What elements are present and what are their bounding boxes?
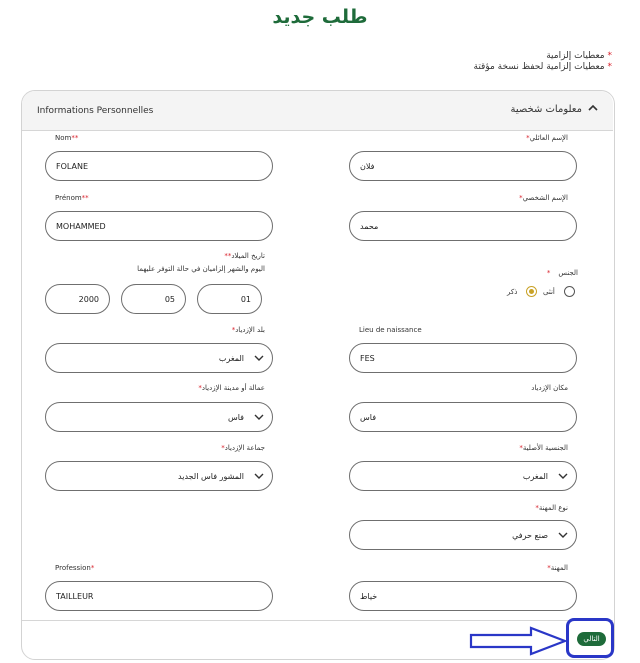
gender-male-radio[interactable] xyxy=(526,286,537,297)
profession-ar-input[interactable]: خياط xyxy=(349,581,577,611)
section-title-fr: Informations Personnelles xyxy=(37,106,154,116)
birth-country-value: المغرب xyxy=(218,353,244,363)
birth-day-input[interactable]: 01 xyxy=(197,284,262,314)
birth-date-label-text: تاريخ الميلاد xyxy=(231,252,265,260)
section-title-ar: معلومات شخصية xyxy=(510,104,582,115)
birth-country-label xyxy=(232,326,265,334)
first-name-ar-input[interactable]: محمد xyxy=(349,211,577,241)
draft-star: * xyxy=(607,62,612,72)
birth-prefecture-label-text: عمالة أو مدينة الإزدياد xyxy=(201,384,265,392)
profession-ar-required: * xyxy=(547,564,551,572)
gender-required: * xyxy=(546,269,551,277)
family-name-ar-input[interactable]: فلان xyxy=(349,151,577,181)
birth-month-input[interactable]: 05 xyxy=(121,284,186,314)
birth-prefecture-select[interactable] xyxy=(45,402,273,432)
chevron-down-icon xyxy=(254,414,264,421)
draft-note xyxy=(474,62,613,72)
prenom-required-stars: ** xyxy=(81,194,89,202)
birth-prefecture-value: فاس xyxy=(227,412,244,422)
birth-place-ar-label: مكان الإزدياد xyxy=(531,384,568,392)
birth-date-required-stars: ** xyxy=(224,252,232,260)
nom-label xyxy=(55,134,78,142)
next-button[interactable]: التالي xyxy=(577,632,606,646)
required-star: * xyxy=(607,51,612,61)
required-note-text: معطيات إلزامية xyxy=(546,51,605,61)
chevron-down-icon xyxy=(254,473,264,480)
chevron-up-icon[interactable] xyxy=(586,101,600,115)
footer-divider xyxy=(22,620,613,621)
chevron-down-icon xyxy=(558,473,568,480)
birth-country-required: * xyxy=(231,326,236,334)
profession-type-label-text: نوع المهنة xyxy=(538,504,568,512)
birth-year-input[interactable]: 2000 xyxy=(45,284,110,314)
nom-required-stars: ** xyxy=(71,134,79,142)
profession-type-required: * xyxy=(535,504,539,512)
birth-date-label xyxy=(224,252,265,260)
prenom-input[interactable]: MOHAMMED xyxy=(45,211,273,241)
draft-note-text: معطيات إلزامية لحفظ نسخة مؤقتة xyxy=(473,62,605,72)
arrow-annotation-icon xyxy=(469,626,567,656)
birth-commune-label xyxy=(221,444,265,452)
nationality-value: المغرب xyxy=(522,471,548,481)
birth-country-select[interactable] xyxy=(45,343,273,373)
profession-fr-label xyxy=(55,564,94,572)
profession-fr-label-text: Profession xyxy=(55,564,91,572)
birth-prefecture-required: * xyxy=(198,384,202,392)
nationality-label xyxy=(519,444,568,452)
birth-commune-label-text: جماعة الإزدياد xyxy=(224,444,265,452)
birth-commune-select[interactable] xyxy=(45,461,273,491)
gender-label xyxy=(547,269,578,277)
profession-type-value: صنع حرفي xyxy=(512,530,548,540)
gender-male-label: ذكر xyxy=(507,288,518,296)
chevron-down-icon xyxy=(254,355,264,362)
profession-ar-label xyxy=(547,564,568,572)
first-name-ar-label xyxy=(519,194,568,202)
page-title: طلب جديد xyxy=(272,6,368,28)
birth-commune-value: المشور فاس الجديد xyxy=(178,471,244,481)
chevron-down-icon xyxy=(558,532,568,539)
nationality-select[interactable] xyxy=(349,461,577,491)
first-name-required: * xyxy=(519,194,523,202)
birth-date-hint: اليوم والشهر إلزاميان في حالة التوفر عليهما xyxy=(137,265,265,273)
family-name-ar-label-text: الإسم العائلي xyxy=(529,134,568,142)
birth-country-label-text: بلد الإزدياد xyxy=(235,326,265,334)
birth-place-fr-input[interactable]: FES xyxy=(349,343,577,373)
profession-fr-input[interactable]: TAILLEUR xyxy=(45,581,273,611)
nationality-required: * xyxy=(519,444,523,452)
profession-ar-label-text: المهنة xyxy=(550,564,568,572)
gender-female-radio[interactable] xyxy=(564,286,575,297)
profession-fr-required: * xyxy=(90,564,95,572)
required-note xyxy=(546,51,612,61)
prenom-label xyxy=(55,194,89,202)
profession-type-select[interactable] xyxy=(349,520,577,550)
nationality-label-text: الجنسية الأصلية xyxy=(522,444,568,452)
gender-female-label: أنثى xyxy=(543,288,555,296)
family-name-required: * xyxy=(526,134,530,142)
birth-place-fr-label: Lieu de naissance xyxy=(359,326,422,334)
family-name-ar-label xyxy=(526,134,568,142)
nom-input[interactable]: FOLANE xyxy=(45,151,273,181)
gender-label-text: الجنس xyxy=(558,269,578,277)
birth-commune-required: * xyxy=(221,444,225,452)
birth-prefecture-label xyxy=(198,384,265,392)
prenom-label-text: Prénom xyxy=(55,194,82,202)
nom-label-text: Nom xyxy=(55,134,72,142)
profession-type-label xyxy=(535,504,568,512)
first-name-ar-label-text: الإسم الشخصي xyxy=(522,194,568,202)
birth-place-ar-input[interactable]: فاس xyxy=(349,402,577,432)
